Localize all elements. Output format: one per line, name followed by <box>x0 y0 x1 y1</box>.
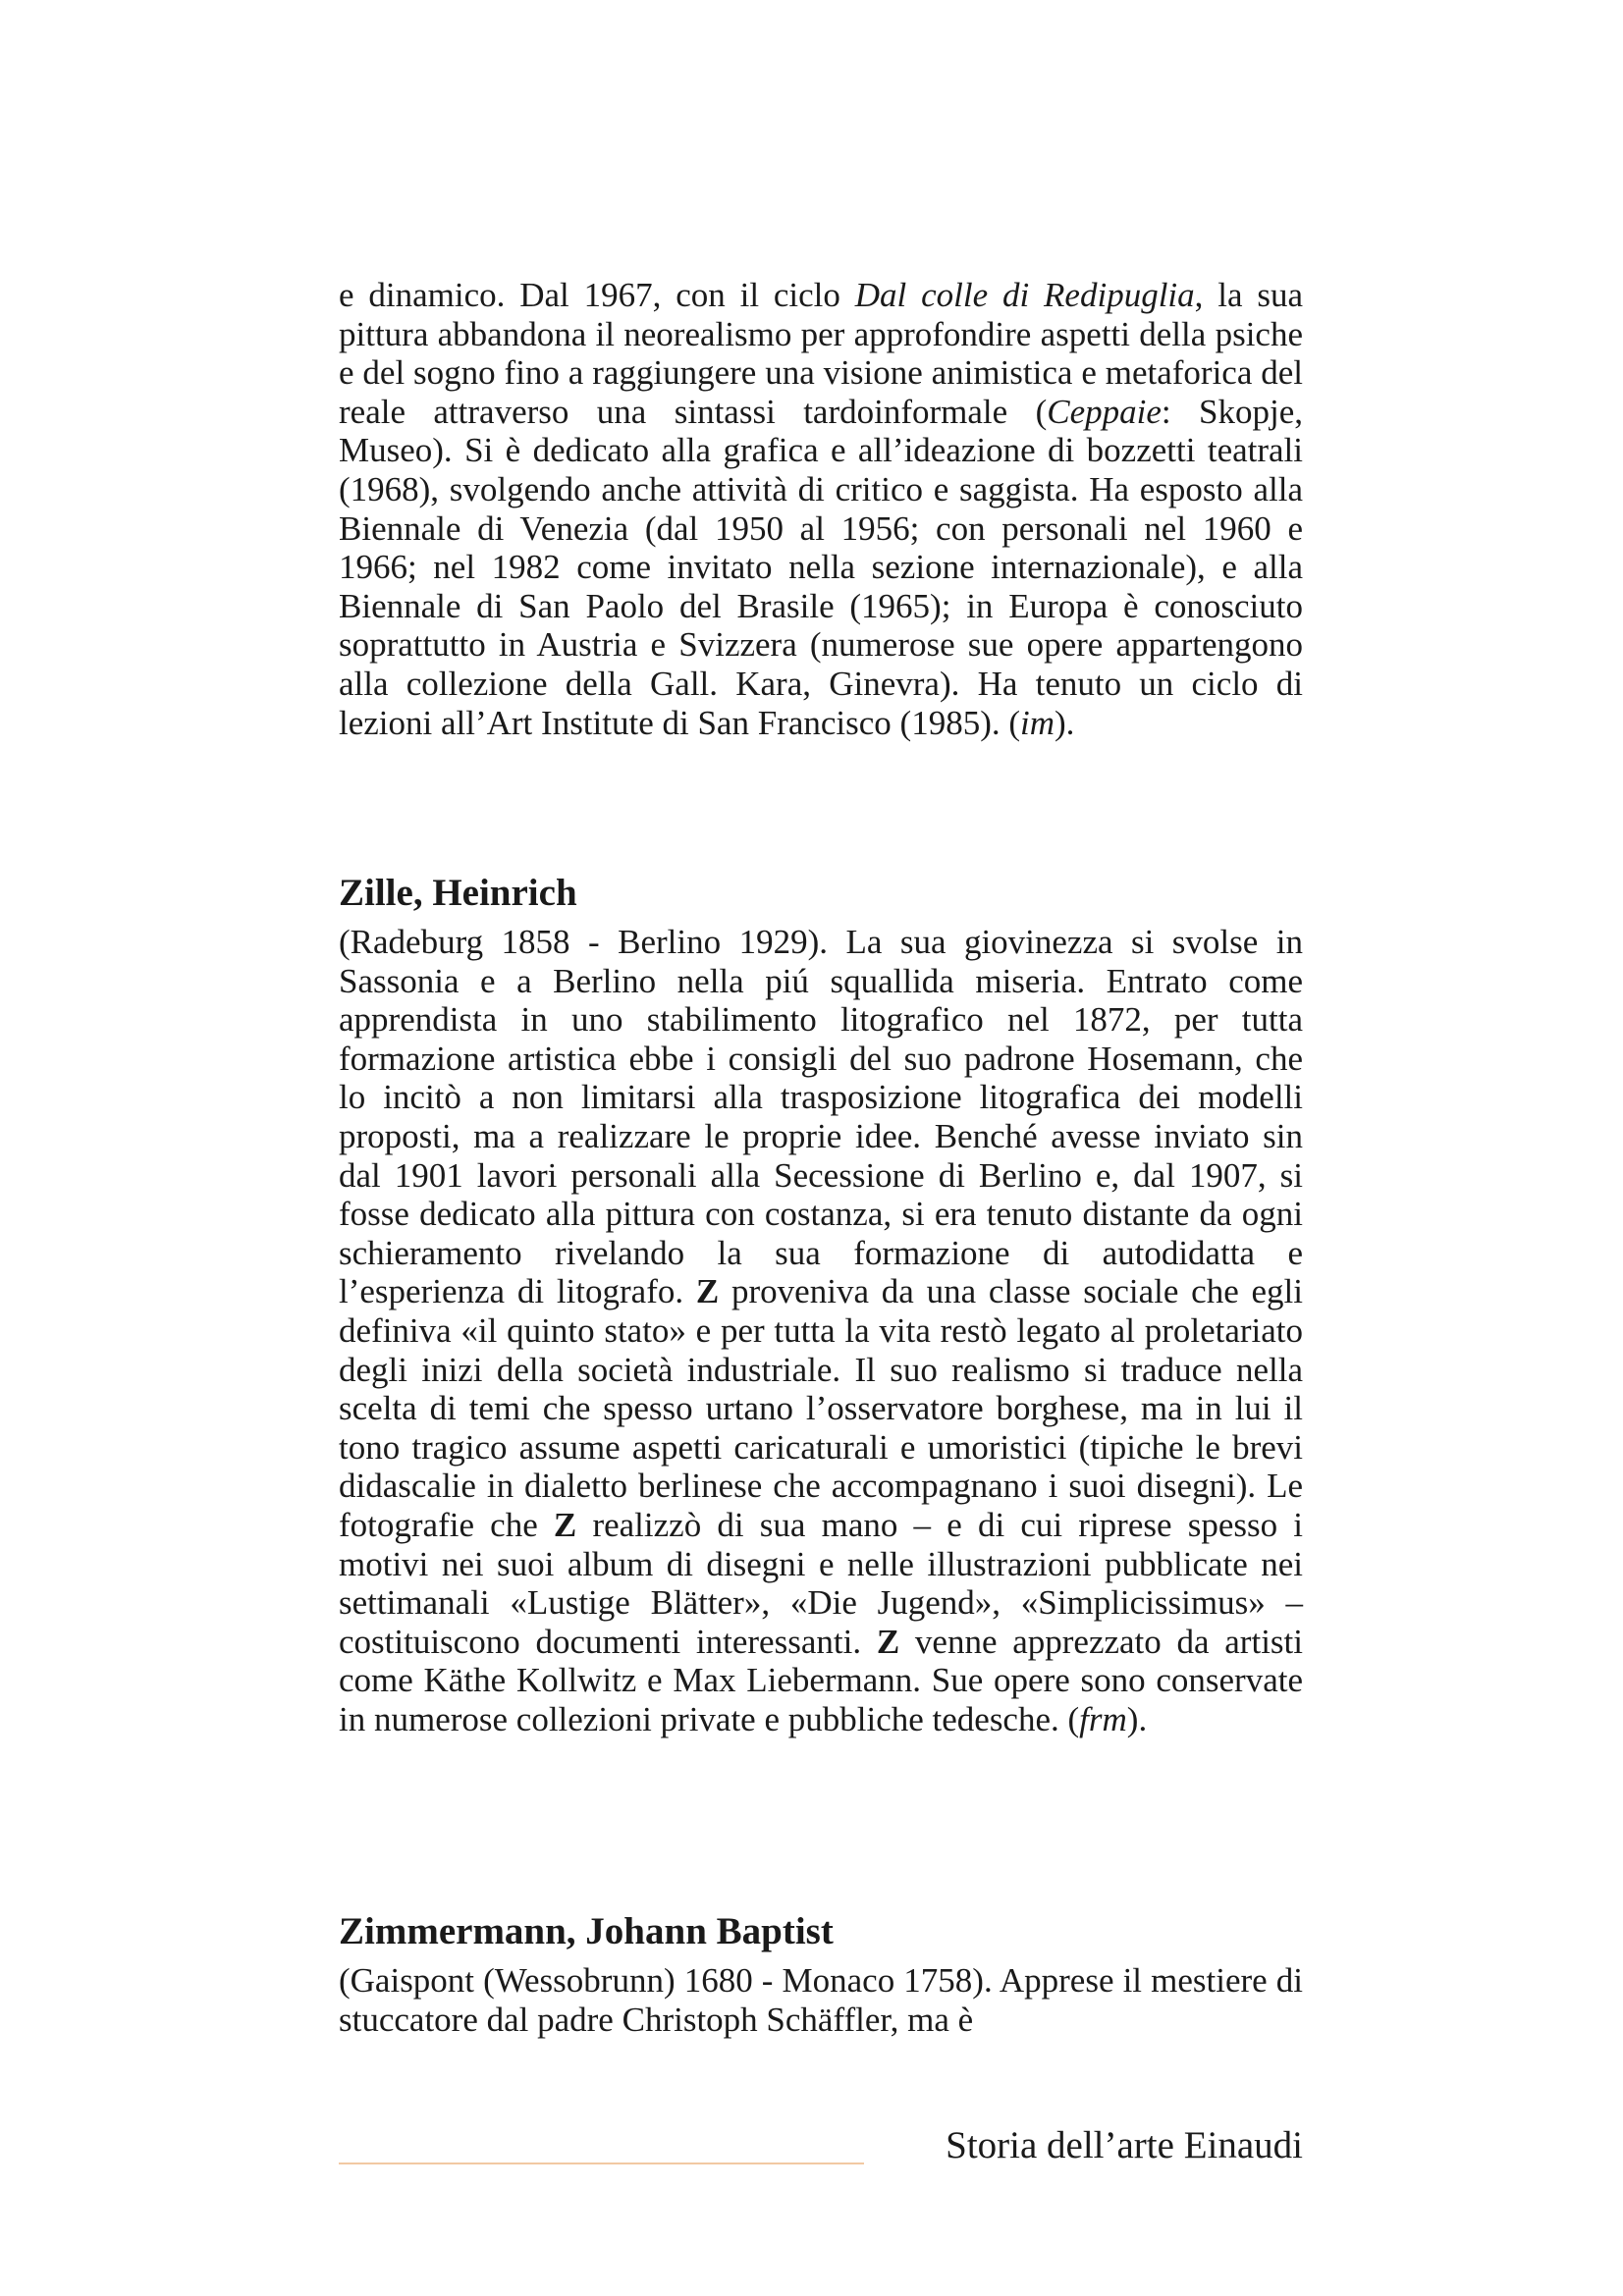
entry-heading-zille: Zille, Heinrich <box>339 872 577 914</box>
paragraph <box>339 276 1303 742</box>
text-run: proveniva da una classe sociale che egli definiva «il quinto stato» e per tutta la vita restò legato al proletariato degli inizi della società industriale. Il suo realismo si traduce nella scelta di temi che spesso urtano l’osservatore borghese, ma in lui il tono tragico assume aspetti caricaturali e umoristici (tipiche le brevi didascalie in dialetto berlinese che accompagnano i suoi disegni). Le fotografie che <box>339 1272 1304 1544</box>
entry-body-zimmermann <box>339 1961 1303 2039</box>
italic-text: Ceppaie <box>1047 392 1162 431</box>
text-run: : Skopje, Museo). Si è dedicato alla grafica e all’ideazione di bozzetti teatrali (1968), svolgendo anche attività di critico e saggista. Ha esposto alla Biennale di Venezia (dal 1950 al 1956; con personali nel 1960 e 1966; nel 1982 come invitato nella sezione internazionale), e alla Biennale di San Paolo del Brasile (1965); in Europa è conosciuto soprattutto in Austria e Svizzera (numerose sue opere appartengono alla collezione della Gall. Kara, Ginevra). Ha tenuto un ciclo di lezioni all’Art Institute di San Francisco (1985). ( <box>339 392 1303 742</box>
text-run: ). <box>1126 1699 1148 1738</box>
entry-body-zille <box>339 923 1303 1738</box>
paragraph <box>339 923 1303 1738</box>
text-run: e dinamico. Dal 1967, con il ciclo <box>339 276 855 314</box>
footer-rule <box>339 2163 864 2164</box>
italic-text: frm <box>1079 1699 1127 1738</box>
bold-initial: Z <box>553 1505 577 1544</box>
text-run: , la sua pittura abbandona il neorealismo per approfondire aspetti della psiche e del sogno fino a raggiungere una visione animistica e metaforica del reale attraverso una sintassi tardoinformale ( <box>339 276 1304 431</box>
bold-initial: Z <box>876 1622 900 1661</box>
bold-initial: Z <box>695 1272 720 1311</box>
footer-title: Storia dell’arte Einaudi <box>946 2124 1303 2166</box>
text-run: realizzò di sua mano – e di cui riprese spesso i motivi nei suoi album di disegni e nelle illustrazioni pubblicate nei settimanali «Lustige Blätter», «Die Jugend», «Simplicissimus» – costituiscono documenti interessanti. <box>339 1505 1303 1661</box>
text-run: venne apprezzato da artisti come Käthe Kollwitz e Max Liebermann. Sue opere sono conservate in numerose collezioni private e pubbliche tedesche. ( <box>339 1622 1303 1738</box>
text-run: ). <box>1055 703 1075 742</box>
entry-continuation-text <box>339 276 1303 742</box>
paragraph <box>339 1961 1303 2039</box>
italic-text: Dal colle di Redipuglia <box>854 276 1195 314</box>
italic-text: im <box>1020 703 1055 742</box>
entry-heading-zimmermann: Zimmermann, Johann Baptist <box>339 1910 834 1952</box>
text-run: (Gaispont (Wessobrunn) 1680 - Monaco 1758). Apprese il mestiere di stuccatore dal padre Christoph Schäffler, ma è <box>339 1961 1303 2039</box>
text-run: (Radeburg 1858 - Berlino 1929). La sua giovinezza si svolse in Sassonia e a Berlino nella piú squallida miseria. Entrato come apprendista in uno stabilimento litografico nel 1872, per tutta formazione artistica ebbe i consigli del suo padrone Hosemann, che lo incitò a non limitarsi alla trasposizione litografica dei modelli proposti, ma a realizzare le proprie idee. Benché avesse inviato sin dal 1901 lavori personali alla Secessione di Berlino e, dal 1907, si fosse dedicato alla pittura con costanza, si era tenuto distante da ogni schieramento rivelando la sua formazione di autodidatta e l’esperienza di litografo. <box>339 923 1303 1311</box>
